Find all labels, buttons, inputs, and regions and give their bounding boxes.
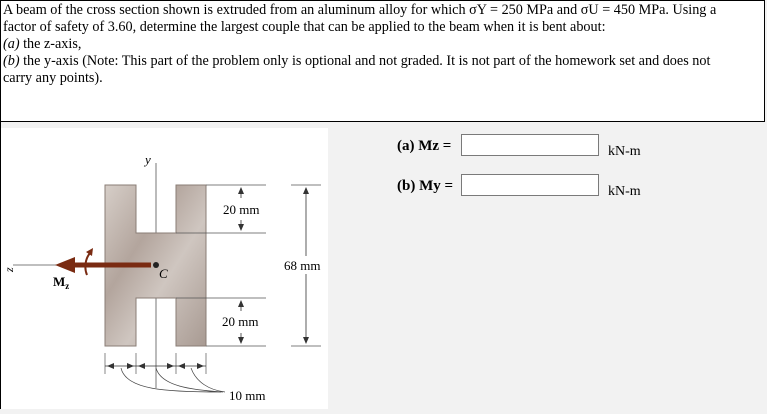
dim-height-label: 68 mm [284, 258, 321, 273]
part-a-label: (a) [3, 36, 20, 52]
dim-bottom-label: 20 mm [222, 314, 259, 329]
problem-part-b [3, 53, 762, 70]
moment-label: $M_z$ [53, 274, 70, 291]
answer-row-b [380, 174, 680, 198]
answer-b-label: (b) My = [397, 178, 454, 194]
moment-arrow-head [55, 257, 75, 273]
problem-line-1: A beam of the cross section shown is extruded from an aluminum alloy for which σY = 250 MPa and σU = 450 MPa. Using a [3, 2, 717, 18]
centroid-label: C [159, 266, 168, 281]
mz-answer-input[interactable] [461, 134, 599, 156]
cross-section-figure [1, 128, 328, 409]
problem-line-5: carry any points). [3, 70, 103, 86]
answer-b-unit: kN-m [608, 184, 641, 199]
answer-row-a [380, 134, 680, 158]
part-b-text: the y-axis (Note: This part of the problem only is optional and not graded. It is not part of the homework set and does not [19, 53, 711, 69]
my-answer-input[interactable] [461, 174, 599, 196]
problem-part-a [3, 36, 762, 53]
part-a-text: the z-axis, [19, 36, 82, 52]
answer-a-unit: kN-m [608, 144, 641, 159]
y-axis-label: y [145, 152, 151, 167]
answer-a-label: (a) Mz = [397, 138, 452, 154]
dim-top-label: 20 mm [223, 202, 260, 217]
cross-section-diagram [1, 128, 328, 409]
dim-width-label: 10 mm [229, 388, 266, 403]
problem-statement [0, 0, 765, 122]
part-b-label: (b) [3, 53, 20, 69]
z-axis-label: z [2, 267, 16, 272]
problem-line-2: factor of safety of 3.60, determine the largest couple that can be applied to the beam when it is bent about: [3, 19, 606, 35]
